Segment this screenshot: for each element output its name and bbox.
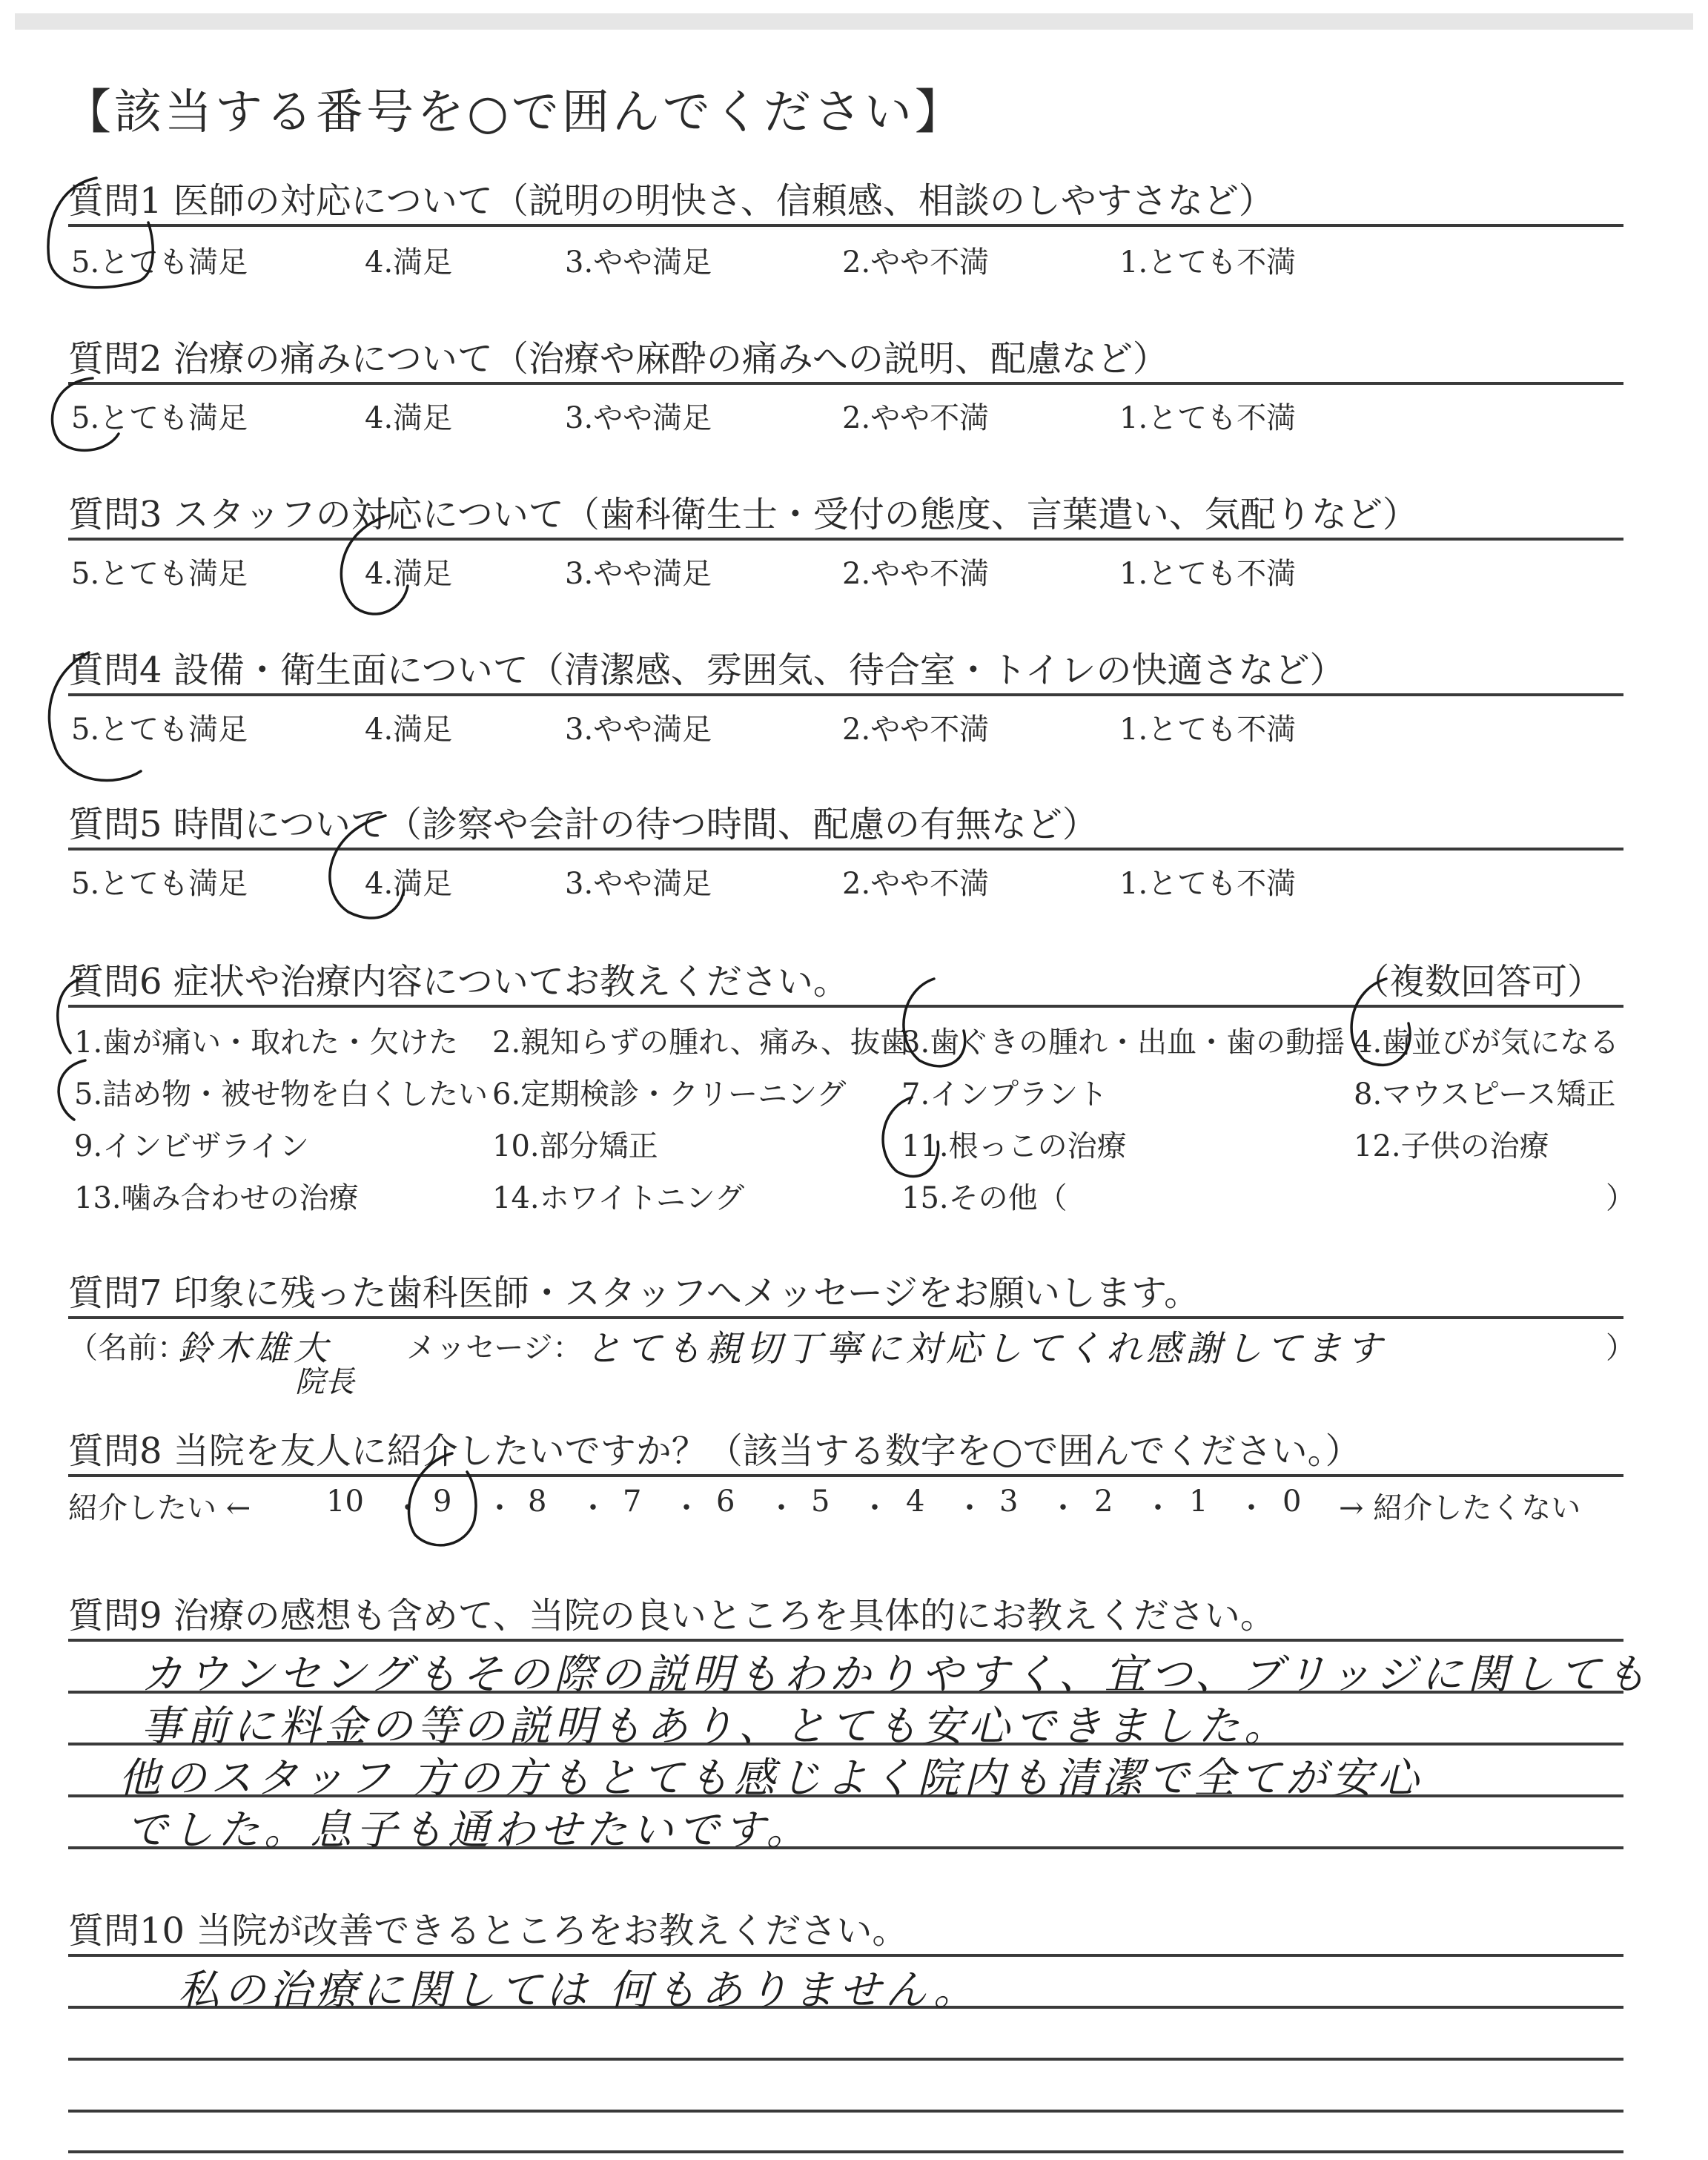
q8-number-7[interactable]: 7 xyxy=(623,1484,642,1519)
q6-option-2[interactable]: 2.親知らずの腫れ、痛み、抜歯 xyxy=(492,1025,910,1060)
q5-option-4[interactable]: 4.満足 xyxy=(365,867,453,901)
q6-option-3[interactable]: 3.歯ぐきの腫れ・出血・歯の動揺 xyxy=(901,1025,1345,1060)
q1-option-5[interactable]: 5.とても満足 xyxy=(71,245,248,280)
q7-message-label: メッセージ： xyxy=(406,1331,583,1365)
q9-answer-line-1[interactable]: カウンセングもその際の説明もわかりやすく、宜つ、ブリッジに関しても xyxy=(141,1651,1652,1699)
q8-dot: ・ xyxy=(393,1491,423,1525)
q10-answer-line-1[interactable]: 私の治療に関しては 何もありません。 xyxy=(178,1966,980,2015)
q8-dot: ・ xyxy=(578,1491,608,1525)
q8-number-9[interactable]: 9 xyxy=(433,1484,452,1519)
q8-number-2[interactable]: 2 xyxy=(1094,1484,1113,1519)
q9-answer-line-2[interactable]: 事前に料金の等の説明もあり、とても安心できました。 xyxy=(141,1702,1290,1751)
q1-option-3[interactable]: 3.やや満足 xyxy=(565,245,712,280)
q9-answer-line-4[interactable]: でした。息子も通わせたいです。 xyxy=(126,1806,812,1855)
q8-number-5[interactable]: 5 xyxy=(811,1484,830,1519)
q7-message-value[interactable]: とても親切丁寧に対応してくれ感謝してます xyxy=(586,1328,1387,1370)
q4-option-1[interactable]: 1.とても不満 xyxy=(1119,713,1297,747)
q2-option-5[interactable]: 5.とても満足 xyxy=(71,401,248,435)
q4-option-5[interactable]: 5.とても満足 xyxy=(71,713,248,747)
scan-top-band xyxy=(15,13,1693,30)
q8-number-10[interactable]: 10 xyxy=(326,1484,364,1519)
q8-number-4[interactable]: 4 xyxy=(906,1484,925,1519)
q8-dot: ・ xyxy=(1048,1491,1078,1525)
q8-dot: ・ xyxy=(485,1491,514,1525)
question-1-rule xyxy=(68,224,1623,227)
q3-option-4[interactable]: 4.満足 xyxy=(365,557,453,591)
question-6-note: （複数回答可） xyxy=(1354,961,1603,1003)
question-3-title: 質問3 スタッフの対応について（歯科衛生士・受付の態度、言葉遣い、気配りなど） xyxy=(68,494,1418,535)
q7-name-label: （名前： xyxy=(68,1331,187,1365)
question-4-title: 質問4 設備・衛生面について（清潔感、雰囲気、待合室・トイレの快適さなど） xyxy=(68,650,1345,691)
question-7-rule xyxy=(68,1316,1623,1319)
q2-option-3[interactable]: 3.やや満足 xyxy=(565,401,712,435)
page-header: 【該当する番号を○で囲んでください】 xyxy=(64,85,965,140)
q10-line-rule xyxy=(68,2150,1623,2153)
q6-option-9[interactable]: 9.インビザライン xyxy=(74,1129,309,1163)
q5-option-5[interactable]: 5.とても満足 xyxy=(71,867,248,901)
q6-option-13[interactable]: 13.噛み合わせの治療 xyxy=(74,1181,359,1215)
q6-option-1[interactable]: 1.歯が痛い・取れた・欠けた xyxy=(74,1025,459,1060)
question-3-rule xyxy=(68,538,1623,541)
q8-number-8[interactable]: 8 xyxy=(528,1484,547,1519)
q8-number-0[interactable]: 0 xyxy=(1282,1484,1302,1519)
q10-line-rule xyxy=(68,2110,1623,2113)
q8-dot: ・ xyxy=(860,1491,890,1525)
q8-dot: ・ xyxy=(955,1491,984,1525)
q6-other-close-paren: ） xyxy=(1606,1181,1635,1215)
q6-option-10[interactable]: 10.部分矯正 xyxy=(492,1129,658,1163)
q6-option-12[interactable]: 12.子供の治療 xyxy=(1354,1129,1549,1163)
q8-dot: ・ xyxy=(1143,1491,1173,1525)
q4-option-3[interactable]: 3.やや満足 xyxy=(565,713,712,747)
q9-answer-line-3[interactable]: 他のスタッフ 方の方もとても感じよく院内も清潔で全てが安心 xyxy=(119,1754,1423,1803)
q6-option-8[interactable]: 8.マウスピース矯正 xyxy=(1354,1077,1616,1112)
question-6-rule xyxy=(68,1005,1623,1008)
q6-option-15[interactable]: 15.その他（ xyxy=(901,1181,1068,1215)
q7-name-sub: 院長 xyxy=(295,1365,354,1399)
q3-option-5[interactable]: 5.とても満足 xyxy=(71,557,248,591)
question-7-title: 質問7 印象に残った歯科医師・スタッフへメッセージをお願いします。 xyxy=(68,1272,1200,1314)
q6-option-11[interactable]: 11.根っこの治療 xyxy=(901,1129,1127,1163)
q8-number-1[interactable]: 1 xyxy=(1189,1484,1208,1519)
question-2-rule xyxy=(68,382,1623,385)
q1-option-1[interactable]: 1.とても不満 xyxy=(1119,245,1297,280)
q6-option-4[interactable]: 4.歯並びが気になる xyxy=(1354,1025,1620,1060)
question-1-title: 質問1 医師の対応について（説明の明快さ、信頼感、相談のしやすさなど） xyxy=(68,180,1274,222)
q3-option-2[interactable]: 2.やや不満 xyxy=(842,557,990,591)
question-10-title: 質問10 当院が改善できるところをお教えください。 xyxy=(68,1910,908,1952)
q6-option-14[interactable]: 14.ホワイトニング xyxy=(492,1181,745,1215)
q4-option-2[interactable]: 2.やや不満 xyxy=(842,713,990,747)
q8-selected xyxy=(0,0,1,1)
q5-option-2[interactable]: 2.やや不満 xyxy=(842,867,990,901)
question-10-rule xyxy=(68,1954,1623,1957)
q8-dot: ・ xyxy=(672,1491,701,1525)
q7-name-value[interactable]: 鈴木雄大 xyxy=(178,1328,332,1368)
q3-option-1[interactable]: 1.とても不満 xyxy=(1119,557,1297,591)
q5-option-3[interactable]: 3.やや満足 xyxy=(565,867,712,901)
q8-right-label: → 紹介したくない xyxy=(1339,1491,1581,1525)
q8-dot: ・ xyxy=(1237,1491,1266,1525)
q10-line-rule xyxy=(68,2058,1623,2061)
question-9-title: 質問9 治療の感想も含めて、当院の良いところを具体的にお教えください。 xyxy=(68,1595,1276,1636)
q7-close-paren: ） xyxy=(1606,1331,1635,1365)
question-5-title: 質問5 時間について（診察や会計の待つ時間、配慮の有無など） xyxy=(68,804,1098,845)
question-8-title: 質問8 当院を友人に紹介したいですか？（該当する数字を○で囲んでください。） xyxy=(68,1430,1361,1472)
question-6-title: 質問6 症状や治療内容についてお教えください。 xyxy=(68,961,849,1003)
q4-option-4[interactable]: 4.満足 xyxy=(365,713,453,747)
q5-option-1[interactable]: 1.とても不満 xyxy=(1119,867,1297,901)
question-5-rule xyxy=(68,848,1623,851)
q8-number-6[interactable]: 6 xyxy=(716,1484,735,1519)
q1-option-2[interactable]: 2.やや不満 xyxy=(842,245,990,280)
q1-option-4[interactable]: 4.満足 xyxy=(365,245,453,280)
q2-option-2[interactable]: 2.やや不満 xyxy=(842,401,990,435)
q8-dot: ・ xyxy=(767,1491,796,1525)
q6-option-6[interactable]: 6.定期検診・クリーニング xyxy=(492,1077,847,1112)
q2-option-1[interactable]: 1.とても不満 xyxy=(1119,401,1297,435)
q6-option-7[interactable]: 7.インプラント xyxy=(901,1077,1108,1112)
q6-option-5[interactable]: 5.詰め物・被せ物を白くしたい xyxy=(74,1077,489,1112)
q3-option-3[interactable]: 3.やや満足 xyxy=(565,557,712,591)
question-8-rule xyxy=(68,1474,1623,1477)
q8-left-label: 紹介したい ← xyxy=(68,1491,251,1525)
q8-number-3[interactable]: 3 xyxy=(999,1484,1019,1519)
question-4-rule xyxy=(68,693,1623,696)
question-2-title: 質問2 治療の痛みについて（治療や麻酔の痛みへの説明、配慮など） xyxy=(68,338,1168,380)
q2-option-4[interactable]: 4.満足 xyxy=(365,401,453,435)
